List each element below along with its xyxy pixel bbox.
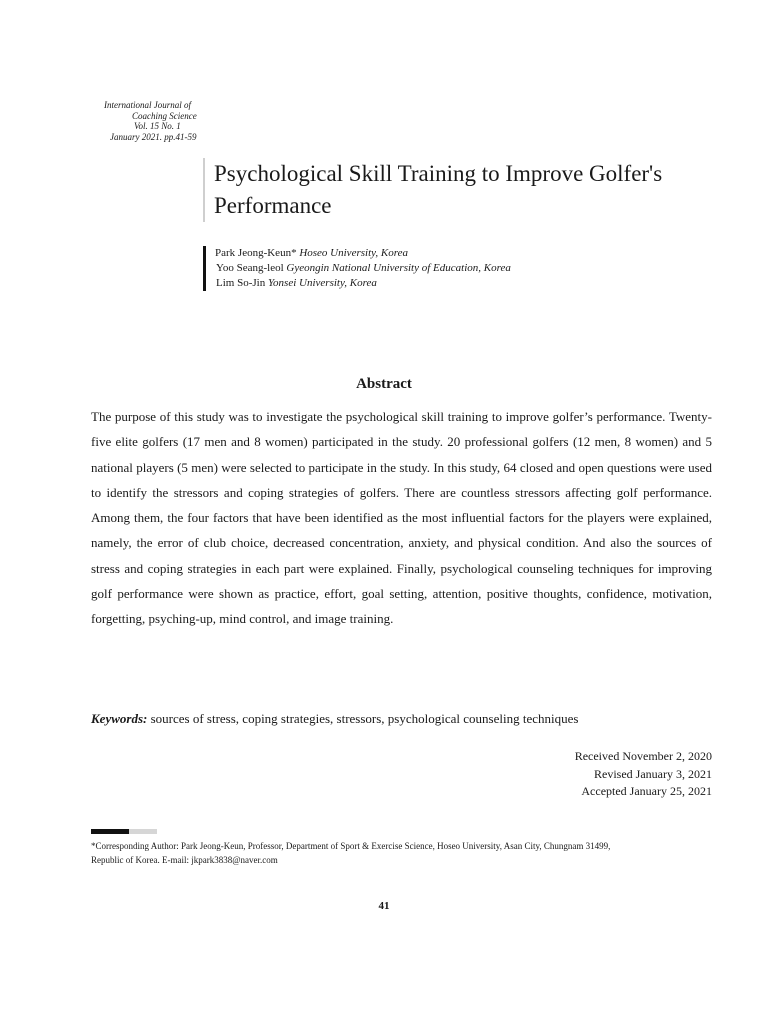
article-dates <box>412 748 712 801</box>
author-affiliation: Gyeongin National University of Education, Korea <box>286 262 511 274</box>
footnote-rule <box>91 829 157 834</box>
corresponding-author-footnote <box>91 839 712 867</box>
keywords-label: Keywords: <box>91 711 148 726</box>
author-name: Yoo Seang-leol <box>216 262 284 274</box>
journal-volume: Vol. 15 No. 1 <box>134 121 181 131</box>
footnote-line-1: *Corresponding Author: Park Jeong-Keun, Professor, Department of Sport & Exercise Science, Hoseo University, Asan City, Chungnam 31499, <box>91 841 611 851</box>
journal-info <box>96 100 216 142</box>
author-2 <box>215 261 735 276</box>
author-name: Lim So-Jin <box>216 277 266 289</box>
footnote-line-2: Republic of Korea. E-mail: jkpark3838@naver.com <box>91 855 278 865</box>
author-3 <box>215 276 735 291</box>
accepted-date: Accepted January 25, 2021 <box>581 784 712 798</box>
revised-date: Revised January 3, 2021 <box>594 766 712 781</box>
page-number: 41 <box>378 900 390 912</box>
title-block <box>203 158 734 222</box>
abstract-heading: Abstract <box>356 376 412 392</box>
author-affiliation: Yonsei University, Korea <box>267 277 377 289</box>
author-affiliation: Hoseo University, Korea <box>299 247 408 259</box>
author-1 <box>215 246 735 261</box>
abstract-text: The purpose of this study was to investigate the psychological skill training to improve golfer’s performance. Twenty-five elite golfers (17 men and 8 women) participated in the study. 20 professional golfers (12 men, 8 women) and 5 national players (5 men) were selected to participate in the study. In this study, 64 closed and open questions were used to identify the stressors and coping strategies of golfers. There are countless stressors affecting golf performance. Among them, the four factors that have been identified as the most influential factors for the players were explained, namely, the error of club choice, decreased concentration, anxiety, and physical condition. And also the sources of stress and coping strategies in each part were explained. Finally, psychological counseling techniques for improving golf performance were shown as practice, effort, goal setting, attention, positive thoughts, confidence, motivation, forgetting, psyching-up, mind control, and image training. <box>91 409 712 627</box>
author-name: Park Jeong-Keun* <box>215 247 297 259</box>
journal-name-cont: Coaching Science <box>132 110 197 121</box>
keywords <box>91 709 712 729</box>
journal-name: International Journal of <box>104 100 191 110</box>
received-date: Received November 2, 2020 <box>574 749 712 763</box>
keywords-text: sources of stress, coping strategies, stressors, psychological counseling techniques <box>147 711 579 726</box>
paper-title: Psychological Skill Training to Improve Golfer's Performance <box>214 161 663 218</box>
journal-date-pages: January 2021. pp.41-59 <box>110 131 197 142</box>
authors-block <box>203 246 735 291</box>
